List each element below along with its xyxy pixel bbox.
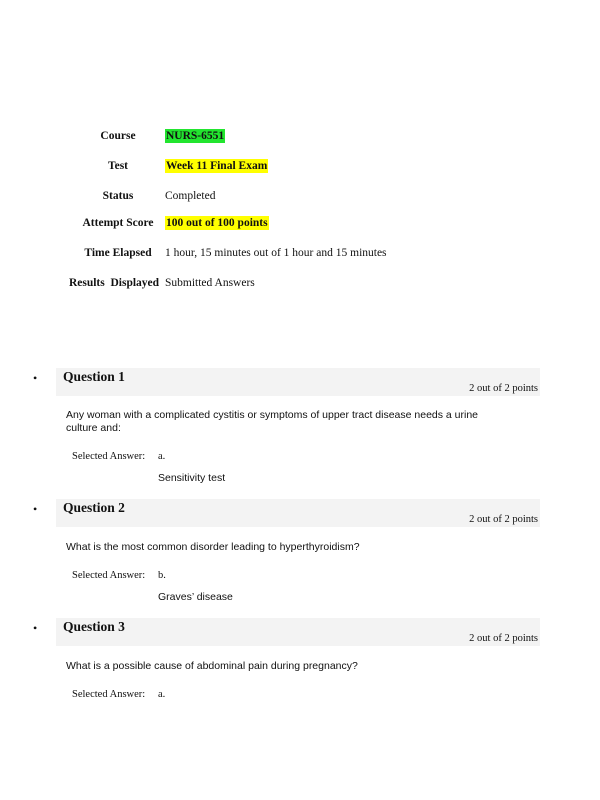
time-label: Time Elapsed bbox=[84, 247, 152, 259]
results-label: Results Displayed bbox=[68, 277, 160, 289]
score-label: Attempt Score bbox=[82, 217, 154, 229]
question-header bbox=[56, 618, 540, 646]
bullet-icon: • bbox=[33, 371, 38, 385]
status-value: Completed bbox=[165, 190, 216, 202]
selected-answer-text: Graves’ disease bbox=[158, 591, 233, 603]
course-value: NURS-6551 bbox=[166, 130, 225, 142]
bullet-icon: • bbox=[33, 621, 38, 635]
selected-answer-label: Selected Answer: bbox=[72, 689, 146, 700]
score-value-cell bbox=[165, 214, 269, 232]
question-text: What is a possible cause of abdominal pain during pregnancy? bbox=[66, 660, 358, 672]
question-header bbox=[56, 499, 540, 527]
question-title: Question 1 bbox=[63, 369, 125, 384]
test-value: Week 11 Final Exam bbox=[166, 160, 268, 172]
course-value-cell bbox=[165, 127, 225, 145]
question-points: 2 out of 2 points bbox=[469, 383, 538, 394]
bullet-icon: • bbox=[33, 502, 38, 516]
question-header bbox=[56, 368, 540, 396]
status-label: Status bbox=[102, 190, 134, 202]
question-points: 2 out of 2 points bbox=[469, 633, 538, 644]
time-value: 1 hour, 15 minutes out of 1 hour and 15 minutes bbox=[165, 247, 387, 259]
selected-answer-letter: a. bbox=[158, 689, 166, 700]
selected-answer-letter: a. bbox=[158, 451, 166, 462]
selected-answer-text: Sensitivity test bbox=[158, 472, 226, 484]
question-title: Question 2 bbox=[63, 500, 125, 515]
results-value: Submitted Answers bbox=[165, 277, 255, 289]
test-value-cell bbox=[165, 157, 268, 175]
score-value: 100 out of 100 points bbox=[166, 217, 268, 229]
question-title: Question 3 bbox=[63, 619, 125, 634]
selected-answer-letter: b. bbox=[158, 570, 166, 581]
selected-answer-label: Selected Answer: bbox=[72, 451, 146, 462]
course-label: Course bbox=[100, 130, 136, 142]
question-text: What is the most common disorder leading to hyperthyroidism? bbox=[66, 541, 360, 553]
test-label: Test bbox=[107, 160, 129, 172]
selected-answer-label: Selected Answer: bbox=[72, 570, 146, 581]
question-text: Any woman with a complicated cystitis or symptoms of upper tract disease needs a urine culture and: bbox=[66, 409, 479, 434]
question-points: 2 out of 2 points bbox=[469, 514, 538, 525]
